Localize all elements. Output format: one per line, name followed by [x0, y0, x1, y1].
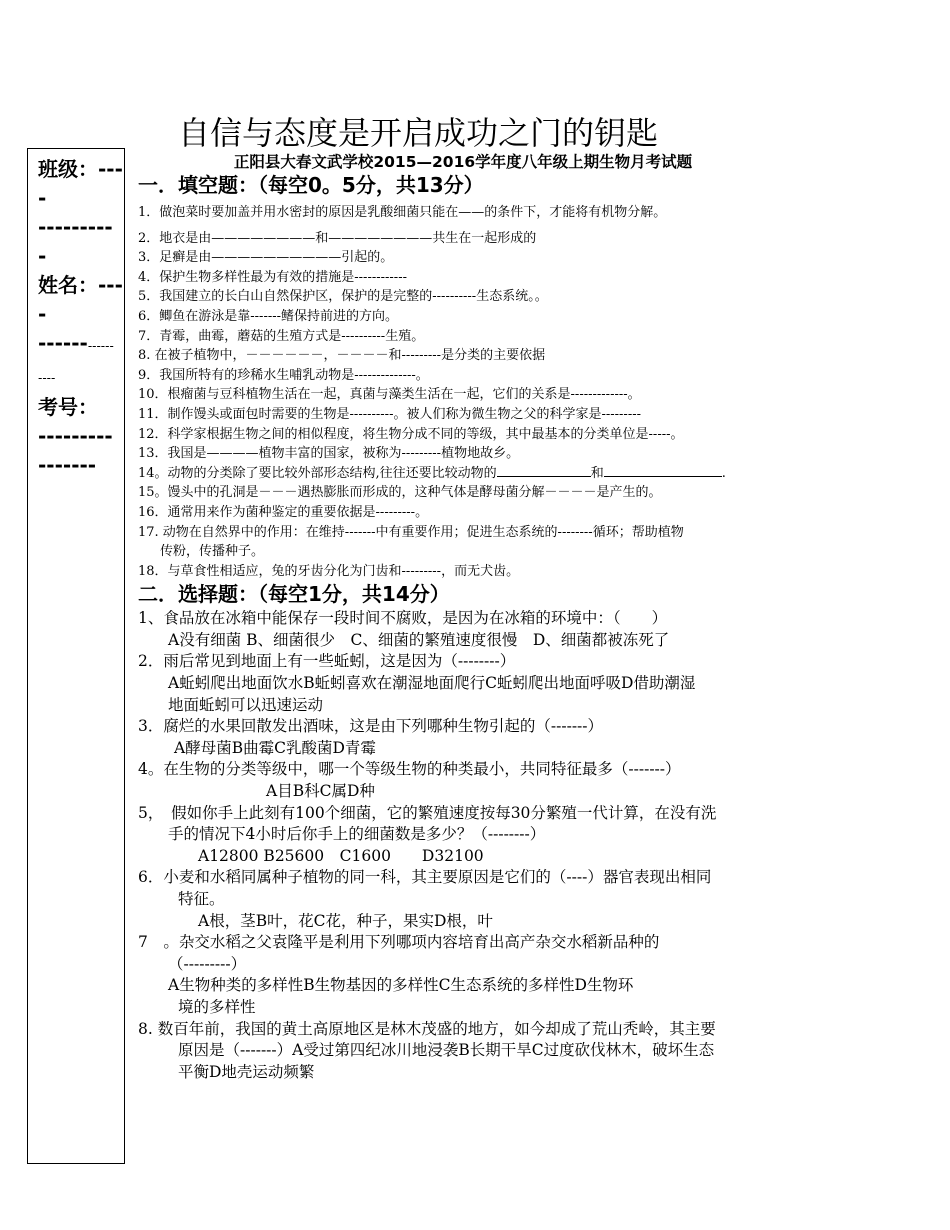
question-8: 8. 在被子植物中，－－－－－－，－－－－和---------是分类的主要依据: [138, 348, 546, 364]
answer-blank: [497, 464, 591, 477]
exam-number-label: 考号：: [38, 395, 98, 419]
question-18: 18．与草食性相适应，兔的牙齿分化为门齿和---------，而无犬齿。: [138, 563, 520, 579]
question-17-line1: 17. 动物在自然界中的作用：在维持-------中有重要作用；促进生态系统的--------循环；帮助植物: [138, 524, 684, 540]
question-options-cont: 地面蚯蚓可以迅速运动: [168, 695, 324, 714]
question-2: 2．地衣是由————————和————————共生在一起形成的: [138, 230, 537, 246]
question-stem: 4。在生物的分类等级中，哪一个等级生物的种类最小，共同特征最多（-------）: [138, 760, 681, 779]
question-stem: 8. 数百年前，我国的黄土高原地区是林木茂盛的地方，如今却成了荒山秃岭，其主要: [138, 1019, 716, 1038]
name-blank-small: ------: [87, 339, 114, 353]
exam-number-blank: ---------: [38, 424, 113, 448]
question-stem-cont: （---------）: [168, 954, 247, 973]
question-10: 10．根瘤菌与豆科植物生活在一起，真菌与藻类生活在一起，它们的关系是-------------。: [138, 387, 641, 403]
question-stem-cont2: 平衡D地壳运动频繁: [178, 1062, 315, 1081]
question-14-text: 14。动物的分类除了要比较外部形态结构,往往还要比较动物的: [138, 465, 497, 481]
name-blank: ------: [38, 331, 88, 355]
question-options: A没有细菌 B、细菌很少 C、细菌的繁殖速度很慢 D、细菌都被冻死了: [168, 630, 670, 649]
choice-question-5: [138, 803, 818, 868]
question-stem: 1、食品放在冰箱中能保存一段时间不腐败，是因为在冰箱的环境中：（ ）: [138, 609, 668, 628]
question-11: 11．制作馒头或面包时需要的生物是----------。被人们称为微生物之父的科学家是---------: [138, 406, 642, 422]
question-options: A酵母菌B曲霉C乳酸菌D青霉: [174, 738, 376, 757]
class-blank: ---------: [38, 215, 113, 239]
exam-number-blank-end: -------: [38, 453, 97, 477]
question-stem: 6．小麦和水稻同属种子植物的同一科，其主要原因是它们的（----）器官表现出相同: [138, 868, 712, 887]
motto-heading: 自信与态度是开启成功之门的钥匙: [178, 114, 659, 152]
question-7: 7．青霉，曲霉，蘑菇的生殖方式是----------生殖。: [138, 328, 425, 344]
question-stem: 7 。杂交水稻之父袁隆平是利用下列哪项内容培育出高产杂交水稻新品种的: [138, 933, 660, 952]
question-stem: 2．雨后常见到地面上有一些蚯蚓，这是因为（--------）: [138, 652, 516, 671]
student-info-box: [27, 148, 125, 1164]
section2-title: 二．选择题：（每空1分，共14分）: [138, 582, 450, 607]
question-stem-cont: 原因是（-------）A受过第四纪冰川地浸袭B长期干旱C过度砍伐林木，破坏生态: [178, 1041, 715, 1060]
question-stem-cont: 特征。: [178, 890, 225, 908]
answer-blank: [604, 464, 722, 477]
class-label: 班级：----: [38, 157, 123, 210]
exam-number-field: [38, 393, 124, 480]
class-blank-end: -: [38, 244, 47, 268]
exam-content: [138, 152, 818, 1083]
question-stem: 5， 假如你手上此刻有100个细菌，它的繁殖速度按每30分繁殖一代计算，在没有洗: [138, 803, 717, 822]
question-15: 15。馒头中的孔洞是－－－遇热膨胀而形成的，这种气体是酵母菌分解－－－－是产生的。: [138, 485, 662, 501]
choice-questions: [138, 608, 818, 1083]
question-14: [138, 464, 818, 484]
choice-question-2: [138, 651, 818, 716]
question-options: A根，茎B叶，花C花，种子，果实D根，叶: [198, 911, 493, 930]
question-options: A生物种类的多样性B生物基因的多样性C生态系统的多样性D生物环: [168, 976, 634, 995]
question-stem: 3．腐烂的水果回散发出酒味，这是由下列哪种生物引起的（-------）: [138, 717, 604, 736]
question-4: 4．保护生物多样性最为有效的措施是------------: [138, 269, 407, 285]
choice-question-8: [138, 1019, 818, 1084]
choice-question-1: [138, 608, 818, 651]
question-options: A12800 B25600 C1600 D32100: [198, 846, 484, 865]
question-17-line2: 传粉，传播种子。: [160, 544, 265, 560]
question-12: 12．科学家根据生物之间的相似程度，将生物分成不同的等级，其中最基本的分类单位是-----。: [138, 426, 684, 442]
question-options: A蚯蚓爬出地面饮水B蚯蚓喜欢在潮湿地面爬行C蚯蚓爬出地面呼吸D借助潮湿: [168, 674, 696, 693]
question-5: 5．我国建立的长白山自然保护区，保护的是完整的----------生态系统。。: [138, 289, 548, 305]
name-field: [38, 271, 124, 393]
section1-title: 一．填空题：（每空0。5分，共13分）: [138, 173, 484, 197]
question-stem-cont: 手的情况下4小时后你手上的细菌数是多少？（--------）: [168, 825, 546, 844]
choice-question-7: [138, 932, 818, 1018]
question-6: 6．鲫鱼在游泳是靠-------鳍保持前进的方向。: [138, 308, 399, 324]
question-1: 1．做泡菜时要加盖并用水密封的原因是乳酸细菌只能在——的条件下，才能将有机物分解。: [138, 205, 667, 220]
question-options-cont: 境的多样性: [178, 997, 256, 1016]
choice-question-6: [138, 867, 818, 932]
name-label: 姓名：----: [38, 273, 123, 326]
question-16: 16．通常用来作为菌种鉴定的重要依据是---------。: [138, 504, 429, 520]
fill-in-questions: [138, 203, 818, 581]
exam-title: 正阳县大春文武学校2015—2016学年度八年级上期生物月考试题: [233, 153, 693, 171]
choice-question-4: [138, 759, 818, 802]
question-3: 3．足癣是由——————————引起的。: [138, 250, 394, 266]
question-14-end: .: [721, 465, 726, 481]
class-field: [38, 155, 124, 271]
question-options: A目B科C属D种: [266, 782, 375, 801]
question-17: [138, 523, 818, 562]
question-9: 9．我国所特有的珍稀水生哺乳动物是--------------。: [138, 367, 429, 383]
question-13: 13．我国是————植物丰富的国家，被称为---------植物地故乡。: [138, 446, 520, 462]
choice-question-3: [138, 716, 818, 759]
question-14-and: 和: [590, 465, 604, 481]
name-blank-end: ----: [38, 371, 56, 385]
